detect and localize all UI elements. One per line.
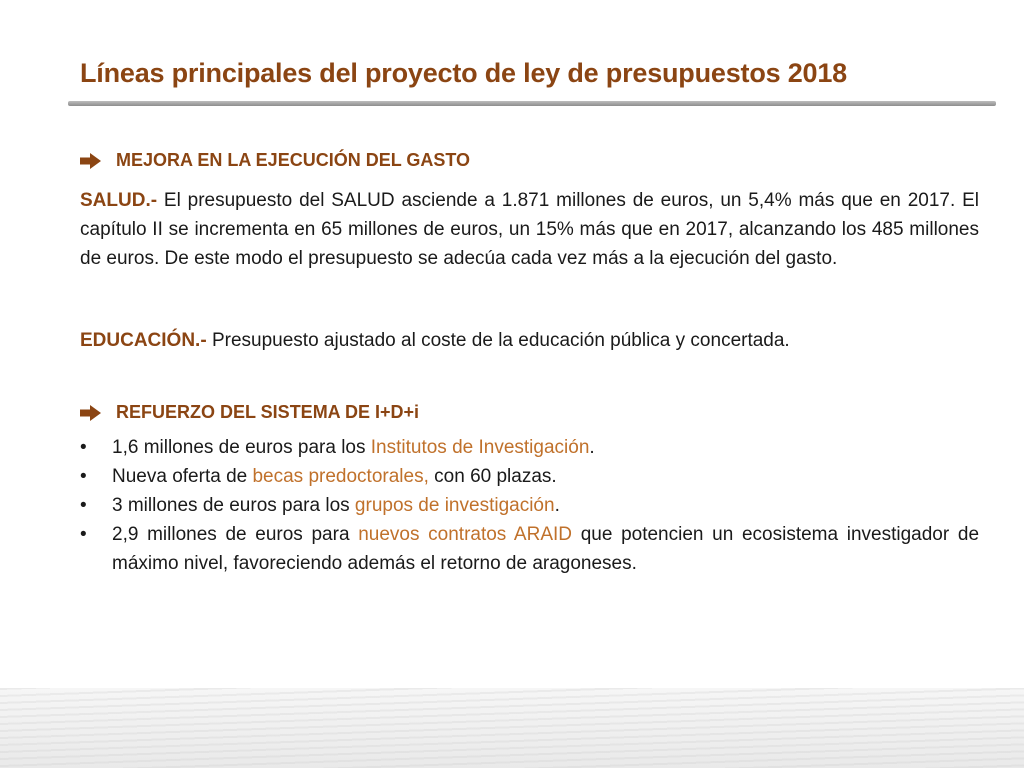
- bullet-icon: •: [80, 466, 87, 487]
- arrow-right-icon: [80, 153, 102, 169]
- section-heading-gasto-label: MEJORA EN LA EJECUCIÓN DEL GASTO: [116, 150, 471, 170]
- list-item-text-end: con 60 plazas.: [428, 466, 557, 487]
- educacion-text: Presupuesto ajustado al coste de la educación pública y concertada.: [206, 330, 790, 351]
- list-item-highlight: grupos de investigación: [354, 495, 555, 516]
- list-item-text: Nueva oferta de: [112, 466, 253, 487]
- bullet-icon: •: [80, 524, 87, 545]
- slide-title: Líneas principales del proyecto de ley de presupuestos 2018: [80, 58, 847, 88]
- bullet-icon: •: [80, 437, 87, 458]
- educacion-lead: EDUCACIÓN.-: [80, 330, 207, 351]
- list-item-text: 3 millones de euros para los: [112, 495, 355, 516]
- decorative-bottom-band: [0, 688, 1024, 768]
- list-item-text-end: .: [554, 495, 560, 516]
- bullet-icon: •: [80, 495, 87, 516]
- title-underline: [68, 101, 996, 106]
- list-item-highlight: nuevos contratos ARAID: [358, 524, 573, 545]
- paragraph-salud: [80, 186, 979, 273]
- list-item: [80, 433, 979, 462]
- arrow-right-icon: [80, 405, 102, 421]
- section-heading-idi-label: REFUERZO DEL SISTEMA DE I+D+i: [116, 402, 420, 422]
- list-item: [80, 491, 979, 520]
- list-item-highlight: becas predoctorales,: [252, 466, 429, 487]
- list-item-text: 1,6 millones de euros para los: [112, 437, 371, 458]
- list-item-text-end: .: [589, 437, 595, 458]
- list-item-highlight: Institutos de Investigación: [370, 437, 590, 458]
- salud-text: El presupuesto del SALUD asciende a 1.871 millones de euros, un 5,4% más que en 2017. El capítulo II se incrementa en 65 millones de euros, un 15% más que en 2017, alcanzando los 485 millones de euros. De este modo el presupuesto se adecúa cada vez más a la ejecución del gasto.: [80, 190, 979, 269]
- idi-bullet-list: [80, 433, 979, 578]
- paragraph-educacion: [80, 326, 979, 355]
- salud-lead: SALUD.-: [80, 190, 158, 211]
- list-item-text: 2,9 millones de euros para: [112, 524, 359, 545]
- list-item: [80, 462, 979, 491]
- list-item-text-end: que potencien un ecosistema investigador de máximo nivel, favoreciendo además el retorno de aragoneses.: [112, 524, 980, 574]
- list-item: [80, 520, 979, 578]
- section-heading-gasto: [80, 150, 470, 171]
- section-heading-idi: [80, 402, 419, 423]
